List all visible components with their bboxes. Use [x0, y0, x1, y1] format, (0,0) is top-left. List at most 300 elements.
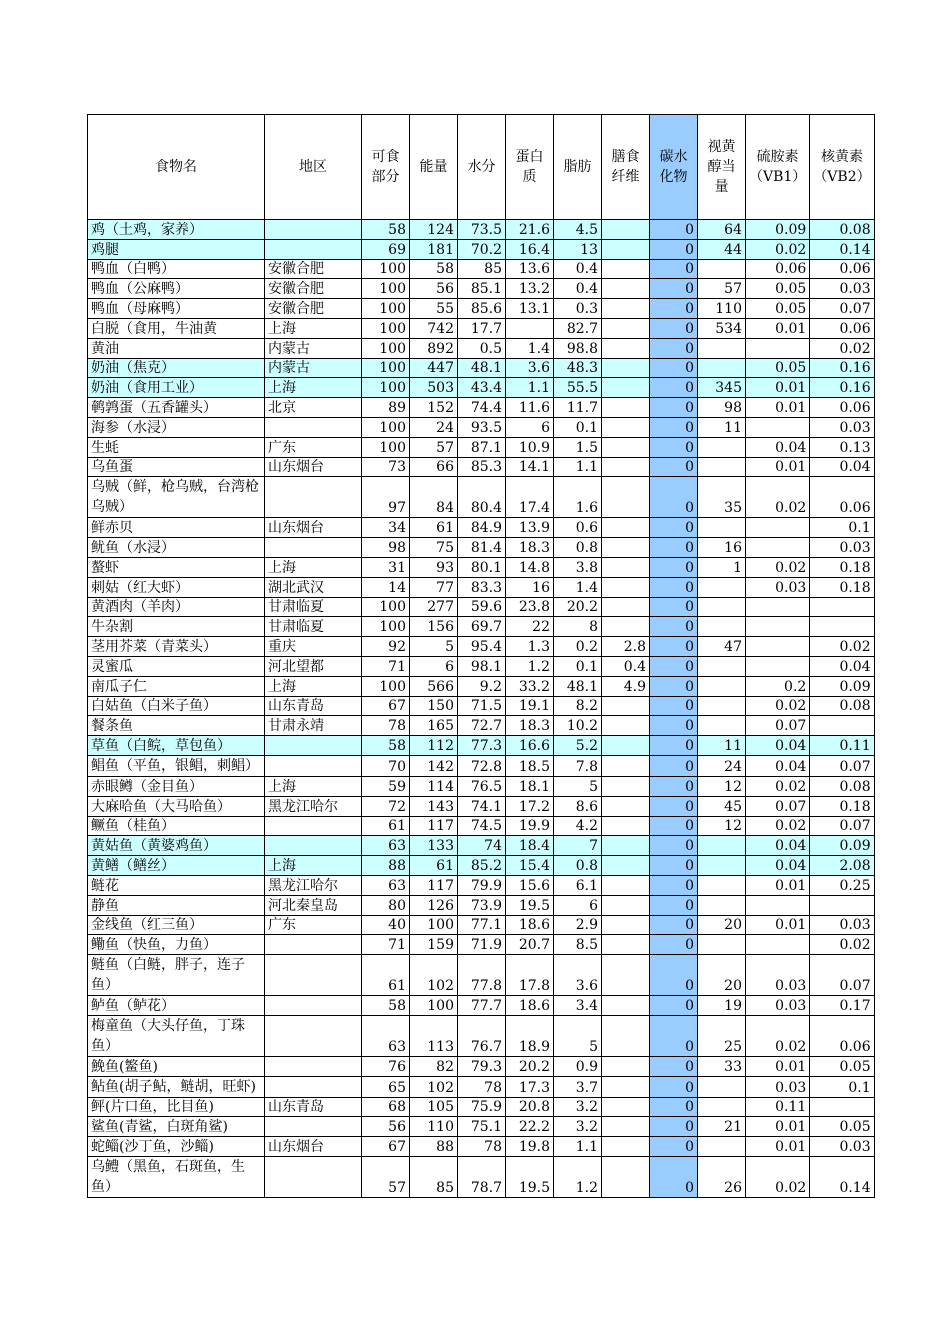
cell-retinol — [698, 856, 746, 876]
cell-water: 85.2 — [458, 856, 506, 876]
cell-water: 95.4 — [458, 637, 506, 657]
cell-energy: 133 — [410, 836, 458, 856]
cell-carbohydrate: 0 — [650, 239, 698, 259]
cell-fiber — [602, 1117, 650, 1137]
cell-carbohydrate: 0 — [650, 318, 698, 338]
table-row — [88, 996, 875, 1016]
cell-riboflavin — [810, 617, 874, 637]
cell-energy: 105 — [410, 1097, 458, 1117]
cell-edible-portion: 100 — [362, 437, 410, 457]
cell-riboflavin: 0.14 — [810, 239, 874, 259]
cell-thiamine: 0.09 — [746, 220, 810, 240]
cell-protein: 1.3 — [506, 637, 554, 657]
cell-energy: 100 — [410, 996, 458, 1016]
cell-retinol — [698, 656, 746, 676]
cell-carbohydrate: 0 — [650, 696, 698, 716]
cell-carbohydrate: 0 — [650, 776, 698, 796]
cell-edible-portion: 80 — [362, 895, 410, 915]
cell-protein: 19.8 — [506, 1137, 554, 1157]
cell-water: 78 — [458, 1137, 506, 1157]
cell-fiber — [602, 577, 650, 597]
cell-protein: 14.1 — [506, 457, 554, 477]
cell-food-name: 乌鳢（黑鱼，石斑鱼，生鱼） — [88, 1157, 265, 1198]
cell-region: 上海 — [265, 318, 362, 338]
cell-fat: 7 — [554, 836, 602, 856]
cell-energy: 100 — [410, 915, 458, 935]
cell-region — [265, 220, 362, 240]
cell-food-name: 鲳鱼（平鱼，银鲳，刺鲳） — [88, 755, 265, 776]
cell-energy: 181 — [410, 239, 458, 259]
table-row — [88, 1157, 875, 1198]
cell-retinol — [698, 895, 746, 915]
cell-edible-portion: 71 — [362, 656, 410, 676]
cell-edible-portion: 88 — [362, 856, 410, 876]
cell-riboflavin: 0.03 — [810, 279, 874, 299]
cell-region: 甘肃临夏 — [265, 597, 362, 617]
cell-carbohydrate: 0 — [650, 1056, 698, 1076]
cell-fiber — [602, 338, 650, 358]
cell-fat: 1.5 — [554, 437, 602, 457]
cell-fat: 0.8 — [554, 856, 602, 876]
cell-retinol: 25 — [698, 1015, 746, 1056]
table-row — [88, 617, 875, 637]
cell-region: 山东烟台 — [265, 1137, 362, 1157]
cell-edible-portion: 14 — [362, 577, 410, 597]
cell-fiber — [602, 378, 650, 398]
table-row — [88, 776, 875, 796]
cell-edible-portion: 69 — [362, 239, 410, 259]
cell-retinol: 57 — [698, 279, 746, 299]
cell-energy: 165 — [410, 716, 458, 736]
cell-retinol: 11 — [698, 736, 746, 756]
cell-riboflavin: 0.03 — [810, 1137, 874, 1157]
cell-thiamine: 0.01 — [746, 875, 810, 895]
cell-food-name: 白脱（食用，牛油黄 — [88, 318, 265, 338]
cell-protein: 19.9 — [506, 816, 554, 836]
cell-region: 安徽合肥 — [265, 279, 362, 299]
cell-riboflavin: 0.04 — [810, 457, 874, 477]
cell-food-name: 鲢鱼（白鲢，胖子，连子鱼） — [88, 955, 265, 996]
cell-thiamine: 0.04 — [746, 437, 810, 457]
cell-region: 重庆 — [265, 637, 362, 657]
cell-food-name: 鳓鱼（快鱼，力鱼） — [88, 935, 265, 955]
table-row — [88, 895, 875, 915]
cell-carbohydrate: 0 — [650, 637, 698, 657]
cell-water: 9.2 — [458, 676, 506, 696]
header-carbohydrate: 碳水化物 — [650, 115, 698, 220]
cell-fiber — [602, 696, 650, 716]
cell-carbohydrate: 0 — [650, 875, 698, 895]
cell-edible-portion: 58 — [362, 220, 410, 240]
cell-carbohydrate: 0 — [650, 656, 698, 676]
cell-energy: 447 — [410, 358, 458, 378]
cell-fat: 3.4 — [554, 996, 602, 1016]
cell-energy: 102 — [410, 955, 458, 996]
cell-energy: 58 — [410, 259, 458, 279]
cell-riboflavin: 0.18 — [810, 557, 874, 577]
cell-water: 43.4 — [458, 378, 506, 398]
cell-food-name: 鱿鱼（水浸） — [88, 538, 265, 558]
cell-retinol: 534 — [698, 318, 746, 338]
cell-fat: 98.8 — [554, 338, 602, 358]
table-row — [88, 577, 875, 597]
nutrition-table — [87, 114, 875, 1198]
cell-thiamine: 0.04 — [746, 856, 810, 876]
cell-energy: 150 — [410, 696, 458, 716]
cell-energy: 57 — [410, 437, 458, 457]
cell-edible-portion: 100 — [362, 378, 410, 398]
table-row — [88, 935, 875, 955]
cell-fat: 5 — [554, 776, 602, 796]
cell-energy: 84 — [410, 477, 458, 518]
cell-retinol — [698, 518, 746, 538]
cell-thiamine — [746, 417, 810, 437]
cell-edible-portion: 58 — [362, 736, 410, 756]
cell-retinol: 20 — [698, 955, 746, 996]
cell-thiamine: 0.02 — [746, 477, 810, 518]
cell-energy: 61 — [410, 856, 458, 876]
cell-riboflavin — [810, 895, 874, 915]
cell-fiber — [602, 816, 650, 836]
cell-fat: 1.1 — [554, 1137, 602, 1157]
cell-thiamine: 0.03 — [746, 996, 810, 1016]
cell-riboflavin: 0.05 — [810, 1117, 874, 1137]
cell-food-name: 奶油（焦克） — [88, 358, 265, 378]
cell-riboflavin: 0.09 — [810, 676, 874, 696]
cell-protein: 16.4 — [506, 239, 554, 259]
table-row — [88, 1056, 875, 1076]
table-row — [88, 259, 875, 279]
cell-region: 河北望都 — [265, 656, 362, 676]
cell-retinol: 21 — [698, 1117, 746, 1137]
cell-thiamine — [746, 656, 810, 676]
cell-energy: 114 — [410, 776, 458, 796]
cell-water: 76.7 — [458, 1015, 506, 1056]
cell-edible-portion: 100 — [362, 279, 410, 299]
cell-protein: 18.1 — [506, 776, 554, 796]
cell-protein: 23.8 — [506, 597, 554, 617]
cell-food-name: 蛇鲻(沙丁鱼，沙鲻) — [88, 1137, 265, 1157]
cell-region — [265, 1076, 362, 1097]
cell-carbohydrate: 0 — [650, 895, 698, 915]
cell-fiber — [602, 617, 650, 637]
header-water: 水分 — [458, 115, 506, 220]
cell-edible-portion: 89 — [362, 398, 410, 418]
table-row — [88, 1117, 875, 1137]
header-thiamine: 硫胺素（VB1） — [746, 115, 810, 220]
cell-fat: 2.9 — [554, 915, 602, 935]
table-row — [88, 318, 875, 338]
cell-water: 75.1 — [458, 1117, 506, 1137]
cell-protein: 15.4 — [506, 856, 554, 876]
cell-energy: 77 — [410, 577, 458, 597]
cell-water: 85 — [458, 259, 506, 279]
cell-food-name: 南瓜子仁 — [88, 676, 265, 696]
cell-food-name: 静鱼 — [88, 895, 265, 915]
cell-water: 72.8 — [458, 755, 506, 776]
cell-protein: 18.3 — [506, 716, 554, 736]
cell-thiamine: 0.03 — [746, 577, 810, 597]
cell-thiamine: 0.05 — [746, 358, 810, 378]
cell-carbohydrate: 0 — [650, 836, 698, 856]
cell-water: 73.5 — [458, 220, 506, 240]
cell-thiamine: 0.02 — [746, 1157, 810, 1198]
cell-region: 安徽合肥 — [265, 259, 362, 279]
cell-thiamine: 0.02 — [746, 696, 810, 716]
cell-water: 81.4 — [458, 538, 506, 558]
cell-fat: 5.2 — [554, 736, 602, 756]
cell-retinol — [698, 1076, 746, 1097]
cell-edible-portion: 100 — [362, 676, 410, 696]
cell-retinol: 64 — [698, 220, 746, 240]
cell-thiamine: 0.03 — [746, 955, 810, 996]
cell-fiber — [602, 477, 650, 518]
table-row — [88, 538, 875, 558]
cell-energy: 102 — [410, 1076, 458, 1097]
cell-fiber — [602, 557, 650, 577]
cell-energy: 82 — [410, 1056, 458, 1076]
cell-energy: 24 — [410, 417, 458, 437]
cell-riboflavin: 0.04 — [810, 656, 874, 676]
cell-region: 黑龙江哈尔 — [265, 875, 362, 895]
cell-water: 70.2 — [458, 239, 506, 259]
cell-carbohydrate: 0 — [650, 755, 698, 776]
cell-food-name: 螯虾 — [88, 557, 265, 577]
cell-water: 71.9 — [458, 935, 506, 955]
cell-region — [265, 1157, 362, 1198]
cell-fiber: 2.8 — [602, 637, 650, 657]
cell-protein: 17.2 — [506, 796, 554, 816]
cell-protein: 20.7 — [506, 935, 554, 955]
cell-retinol — [698, 875, 746, 895]
cell-fiber — [602, 1015, 650, 1056]
cell-protein: 14.8 — [506, 557, 554, 577]
cell-energy: 56 — [410, 279, 458, 299]
cell-edible-portion: 63 — [362, 836, 410, 856]
cell-water: 74.5 — [458, 816, 506, 836]
cell-thiamine: 0.11 — [746, 1097, 810, 1117]
cell-region — [265, 816, 362, 836]
cell-carbohydrate: 0 — [650, 577, 698, 597]
cell-edible-portion: 40 — [362, 915, 410, 935]
cell-edible-portion: 71 — [362, 935, 410, 955]
cell-food-name: 金线鱼（红三鱼） — [88, 915, 265, 935]
cell-carbohydrate: 0 — [650, 338, 698, 358]
cell-protein: 17.8 — [506, 955, 554, 996]
cell-food-name: 茎用芥菜（青菜头） — [88, 637, 265, 657]
cell-carbohydrate: 0 — [650, 716, 698, 736]
cell-fiber — [602, 299, 650, 319]
cell-water: 79.3 — [458, 1056, 506, 1076]
cell-energy: 66 — [410, 457, 458, 477]
cell-protein: 18.3 — [506, 538, 554, 558]
cell-riboflavin: 0.07 — [810, 816, 874, 836]
table-row — [88, 875, 875, 895]
cell-thiamine: 0.04 — [746, 755, 810, 776]
cell-protein: 13.1 — [506, 299, 554, 319]
table-row — [88, 836, 875, 856]
cell-food-name: 餐条鱼 — [88, 716, 265, 736]
cell-energy: 117 — [410, 875, 458, 895]
cell-edible-portion: 100 — [362, 299, 410, 319]
cell-region: 内蒙古 — [265, 358, 362, 378]
cell-energy: 61 — [410, 518, 458, 538]
cell-food-name: 鸭血（母麻鸭） — [88, 299, 265, 319]
cell-water: 80.4 — [458, 477, 506, 518]
cell-retinol: 110 — [698, 299, 746, 319]
cell-region — [265, 477, 362, 518]
cell-thiamine — [746, 617, 810, 637]
cell-energy: 892 — [410, 338, 458, 358]
table-row — [88, 557, 875, 577]
cell-food-name: 鸭血（公麻鸭） — [88, 279, 265, 299]
header-protein: 蛋白质 — [506, 115, 554, 220]
cell-water: 73.9 — [458, 895, 506, 915]
cell-retinol: 33 — [698, 1056, 746, 1076]
cell-fat: 0.4 — [554, 259, 602, 279]
cell-riboflavin: 0.03 — [810, 417, 874, 437]
cell-fat: 82.7 — [554, 318, 602, 338]
cell-riboflavin: 0.08 — [810, 696, 874, 716]
cell-protein: 18.4 — [506, 836, 554, 856]
cell-retinol: 98 — [698, 398, 746, 418]
cell-energy: 117 — [410, 816, 458, 836]
cell-retinol — [698, 338, 746, 358]
cell-riboflavin: 0.07 — [810, 955, 874, 996]
cell-protein: 33.2 — [506, 676, 554, 696]
cell-edible-portion: 67 — [362, 1137, 410, 1157]
cell-thiamine: 0.01 — [746, 378, 810, 398]
cell-energy: 142 — [410, 755, 458, 776]
cell-carbohydrate: 0 — [650, 1117, 698, 1137]
cell-edible-portion: 58 — [362, 996, 410, 1016]
cell-thiamine: 0.05 — [746, 279, 810, 299]
cell-riboflavin: 0.16 — [810, 358, 874, 378]
table-row — [88, 299, 875, 319]
cell-fat: 48.3 — [554, 358, 602, 378]
cell-thiamine: 0.01 — [746, 1137, 810, 1157]
cell-food-name: 鮸鱼(鳘鱼) — [88, 1056, 265, 1076]
cell-riboflavin: 0.03 — [810, 915, 874, 935]
cell-region: 甘肃临夏 — [265, 617, 362, 637]
cell-fat: 0.3 — [554, 299, 602, 319]
cell-carbohydrate: 0 — [650, 437, 698, 457]
cell-riboflavin: 0.06 — [810, 477, 874, 518]
cell-retinol: 1 — [698, 557, 746, 577]
cell-protein: 20.2 — [506, 1056, 554, 1076]
cell-carbohydrate: 0 — [650, 676, 698, 696]
cell-fiber — [602, 796, 650, 816]
cell-edible-portion: 59 — [362, 776, 410, 796]
cell-water: 83.3 — [458, 577, 506, 597]
cell-carbohydrate: 0 — [650, 1157, 698, 1198]
cell-region — [265, 755, 362, 776]
cell-fiber — [602, 398, 650, 418]
cell-protein: 20.8 — [506, 1097, 554, 1117]
cell-region — [265, 736, 362, 756]
cell-thiamine — [746, 597, 810, 617]
cell-edible-portion: 100 — [362, 358, 410, 378]
cell-region: 黑龙江哈尔 — [265, 796, 362, 816]
cell-water: 85.1 — [458, 279, 506, 299]
cell-fat: 48.1 — [554, 676, 602, 696]
cell-fiber — [602, 597, 650, 617]
cell-retinol — [698, 935, 746, 955]
cell-energy: 277 — [410, 597, 458, 617]
cell-energy: 6 — [410, 656, 458, 676]
cell-energy: 88 — [410, 1137, 458, 1157]
cell-riboflavin: 0.06 — [810, 259, 874, 279]
cell-thiamine: 0.02 — [746, 239, 810, 259]
cell-thiamine: 0.02 — [746, 557, 810, 577]
table-row — [88, 856, 875, 876]
cell-protein: 22.2 — [506, 1117, 554, 1137]
cell-water: 0.5 — [458, 338, 506, 358]
cell-food-name: 奶油（食用工业） — [88, 378, 265, 398]
cell-water: 72.7 — [458, 716, 506, 736]
cell-region — [265, 239, 362, 259]
cell-protein: 13.9 — [506, 518, 554, 538]
cell-region: 上海 — [265, 856, 362, 876]
cell-energy: 5 — [410, 637, 458, 657]
table-row — [88, 1015, 875, 1056]
cell-riboflavin: 0.02 — [810, 338, 874, 358]
cell-region: 山东青岛 — [265, 696, 362, 716]
cell-carbohydrate: 0 — [650, 1076, 698, 1097]
cell-edible-portion: 100 — [362, 597, 410, 617]
cell-fat: 11.7 — [554, 398, 602, 418]
cell-riboflavin: 0.05 — [810, 1056, 874, 1076]
cell-carbohydrate: 0 — [650, 398, 698, 418]
cell-protein: 6 — [506, 417, 554, 437]
table-row — [88, 597, 875, 617]
cell-carbohydrate: 0 — [650, 378, 698, 398]
cell-protein: 16 — [506, 577, 554, 597]
cell-fiber — [602, 895, 650, 915]
cell-water: 85.6 — [458, 299, 506, 319]
cell-region — [265, 1117, 362, 1137]
header-food-name: 食物名 — [88, 115, 265, 220]
cell-food-name: 鸡腿 — [88, 239, 265, 259]
cell-edible-portion: 72 — [362, 796, 410, 816]
cell-water: 77.3 — [458, 736, 506, 756]
cell-retinol: 47 — [698, 637, 746, 657]
cell-thiamine — [746, 518, 810, 538]
cell-energy: 110 — [410, 1117, 458, 1137]
cell-carbohydrate: 0 — [650, 856, 698, 876]
cell-fiber — [602, 915, 650, 935]
cell-food-name: 黄鳝（鳝丝） — [88, 856, 265, 876]
cell-fat: 0.4 — [554, 279, 602, 299]
cell-riboflavin: 0.13 — [810, 437, 874, 457]
cell-riboflavin: 0.1 — [810, 518, 874, 538]
cell-fiber — [602, 220, 650, 240]
cell-fiber — [602, 856, 650, 876]
cell-water: 77.8 — [458, 955, 506, 996]
cell-retinol — [698, 836, 746, 856]
cell-food-name: 梅童鱼（大头仔鱼，丁珠鱼） — [88, 1015, 265, 1056]
cell-fat: 0.9 — [554, 1056, 602, 1076]
cell-edible-portion: 67 — [362, 696, 410, 716]
cell-edible-portion: 100 — [362, 417, 410, 437]
cell-retinol — [698, 577, 746, 597]
cell-edible-portion: 76 — [362, 1056, 410, 1076]
cell-thiamine — [746, 935, 810, 955]
cell-carbohydrate: 0 — [650, 796, 698, 816]
cell-region — [265, 1015, 362, 1056]
cell-fat: 3.8 — [554, 557, 602, 577]
cell-edible-portion: 73 — [362, 457, 410, 477]
